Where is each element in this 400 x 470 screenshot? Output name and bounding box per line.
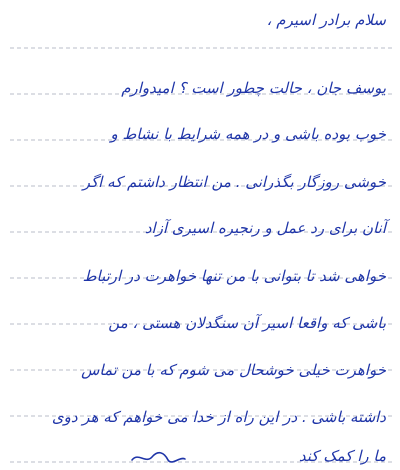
letter-line-4: خوشی روزگار بگذرانی . من انتظار داشتم که اگر (82, 173, 386, 191)
letter-line-7: باشی که واقعا اسیر آن سنگدلان هستی ، من (108, 314, 386, 332)
letter-line-2: یوسف جان ، حالت چطور است ؟ امیدوارم (121, 79, 386, 97)
letter-line-8: خواهرت خیلی خوشحال می شوم که با من تماس (81, 361, 386, 379)
letter-line-9: داشته باشی . در این راه از خدا می خواهم که هر دوی (51, 408, 386, 426)
letter-line-6: خواهی شد تا بتوانی با من تنها خواهرت در ارتباط (82, 267, 386, 285)
letter-line-10: ما را کمک کند (298, 447, 386, 465)
letter-line-5: آنان برای رد عمل و رنجیره اسیری آزاد (144, 219, 386, 237)
letter-line-3: خوب بوده باشی و در همه شرایط با نشاط و (110, 125, 386, 143)
signature-scribble (128, 448, 188, 468)
letter-line-1: سلام برادر اسیرم ، (266, 11, 386, 29)
